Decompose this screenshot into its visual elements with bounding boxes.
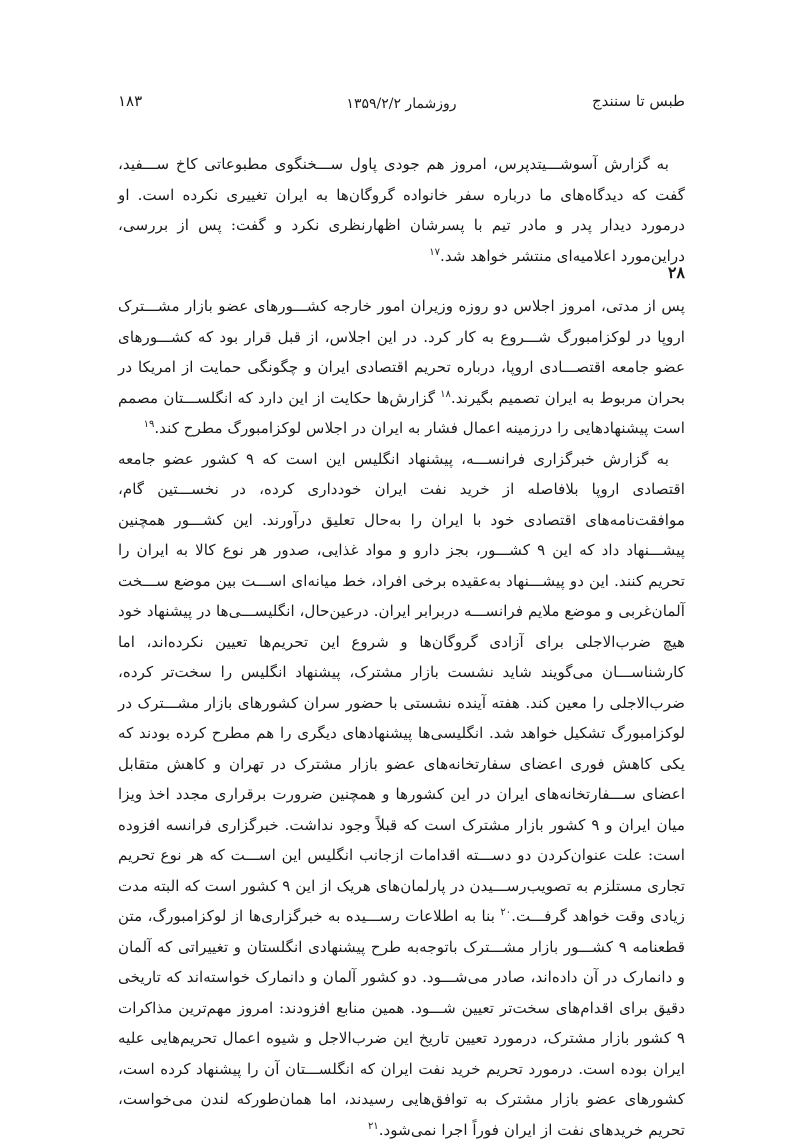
page-number: ۱۸۳ bbox=[118, 92, 142, 110]
book-title: طبس تا سنندج bbox=[592, 92, 685, 110]
footnote-ref: ۱۷ bbox=[429, 246, 440, 257]
footnote-ref: ۲۰ bbox=[500, 907, 511, 918]
intro-block bbox=[118, 149, 685, 271]
paragraph-1-text-b: گزارش‌ها حکایت از این دارد که انگلســـتان مصمم است پیشنهادهایی را درزمینه اعمال فشار به ایران در اجلاس لوکزامبورگ مطرح کند. bbox=[118, 389, 685, 438]
paragraph-2-text-a: به گزارش خبرگزاری فرانســـه، پیشنهاد انگلیس این است که ۹ کشور عضو جامعه اقتصادی اروپا بلافاصله از خرید نفت ایران خودداری کرده، در نخســـتین گام، موافقت‌نامه‌های اقتصادی خود با ایران را به‌حال تعلیق درآورند. این کشـــور همچنین پیشـــنهاد داد که این ۹ کشـــور، بجز دارو و مواد غذایی، صدور هر نوع کالا به ایران را تحریم کنند. این دو پیشـــنهاد به‌عقیده برخی افراد، خط میانه‌ای اســـت بین موضع ســـخت آلمان‌غربی و موضع ملایم فرانســـه دربرابر ایران. درعین‌حال، انگلیســـی‌ها در پیشنهاد خود هیچ ضرب‌الاجلی برای آزادی گروگان‌ها و شروع این تحریم‌ها تعیین نکرده‌اند، اما کارشناســـان می‌گویند شاید نشست بازار مشترک، پیشنهاد انگلیس را سخت‌تر کرده، ضرب‌الاجلی را معین کند. هفته آینده نشستی با حضور سران کشورهای بازار مشـــترک در لوکزامبورگ تشکیل خواهد شد. انگلیسی‌ها پیشنهادهای دیگری را هم مطرح کرده بودند که یکی کاهش فوری اعضای سفارتخانه‌های عضو بازار مشترک در تهران و کاهش متقابل اعضای ســـفارتخانه‌های ایران در این کشورها و همچنین ضرورت برقراری مجدد اخذ ویزا میان ایران و ۹ کشور بازار مشترک است که قبلاً وجود نداشت. خبرگزاری فرانسه افزوده است: علت عنوان‌کردن دو دســـته اقدامات ازجانب انگلیس این اســـت که هر نوع تحریم تجاری مستلزم به تصویب‌رســـیدن در پارلمان‌های هریک از این ۹ کشور است که البته مدت زیادی وقت خواهد گرفـــت. bbox=[118, 450, 685, 926]
paragraph-1 bbox=[118, 291, 685, 444]
footnote-ref: ۲۱ bbox=[368, 1120, 379, 1131]
footnote-ref: ۱۹ bbox=[144, 419, 155, 430]
intro-paragraph bbox=[118, 149, 685, 271]
running-title-wrap bbox=[118, 96, 685, 112]
footnote-ref: ۱۸ bbox=[440, 388, 451, 399]
paragraph-1-text-a: پس از مدتی، امروز اجلاس دو روزه وزیران امور خارجه کشـــورهای عضو بازار مشـــترک اروپا در لوکزامبورگ شـــروع به کار کرد. در این اجلاس، از قبل قرار بود که کشـــورهای عضو جامعه اقتصـــادی اروپا، درباره تحریم اقتصادی ایران و چگونگی حمایت از امریکا در بحران مربوط به ایران تصمیم بگیرند. bbox=[118, 297, 685, 407]
intro-text: به گزارش آسوشـــیتدپرس، امروز هم جودی پاول ســـخنگوی مطبوعاتی کاخ ســـفید، گفت که دیدگاه‌های ما درباره سفر خانواده گروگان‌ها به ایران تغییری نکرده است. او درمورد دیدار پدر و مادر تیم با پسرشان اظهارنظری نکرد و گفت: پس از بررسی، دراین‌مورد اعلامیه‌ای منتشر خواهد شد. bbox=[118, 155, 685, 265]
paragraph-2 bbox=[118, 444, 685, 1145]
running-title: روزشمار ۱۳۵۹/۲/۲ bbox=[332, 96, 470, 112]
section-number: ۲۸ bbox=[668, 263, 685, 282]
section-body bbox=[118, 291, 685, 1145]
page-header bbox=[118, 92, 685, 122]
paragraph-2-text-b: بنا به اطلاعات رســـیده به خبرگزاری‌ها از لوکزامبورگ، متن قطعنامه ۹ کشـــور بازار مشـــترک باتوجه‌به طرح پیشنهادی انگلستان و تغییراتی که آلمان و دانمارک در آن داده‌اند، صادر می‌شـــود. دو کشور آلمان و دانمارک خواسته‌اند که تاریخی دقیق برای اقدام‌های سخت‌تر تعیین شـــود. همین منابع افزودند: امروز مهم‌ترین مذاکرات ۹ کشور بازار مشترک، درمورد تعیین تاریخ این ضرب‌الاجل و شیوه اعمال تحریم‌هایی علیه ایران بوده است. درمورد تحریم خرید نفت ایران که انگلســـتان آن را پیشنهاد کرده است، کشورهای عضو بازار مشترک به توافق‌هایی رسیدند، اما همان‌طورکه لندن می‌خواست، تحریم خریدهای نفت از ایران فوراً اجرا نمی‌شود. bbox=[118, 907, 685, 1139]
